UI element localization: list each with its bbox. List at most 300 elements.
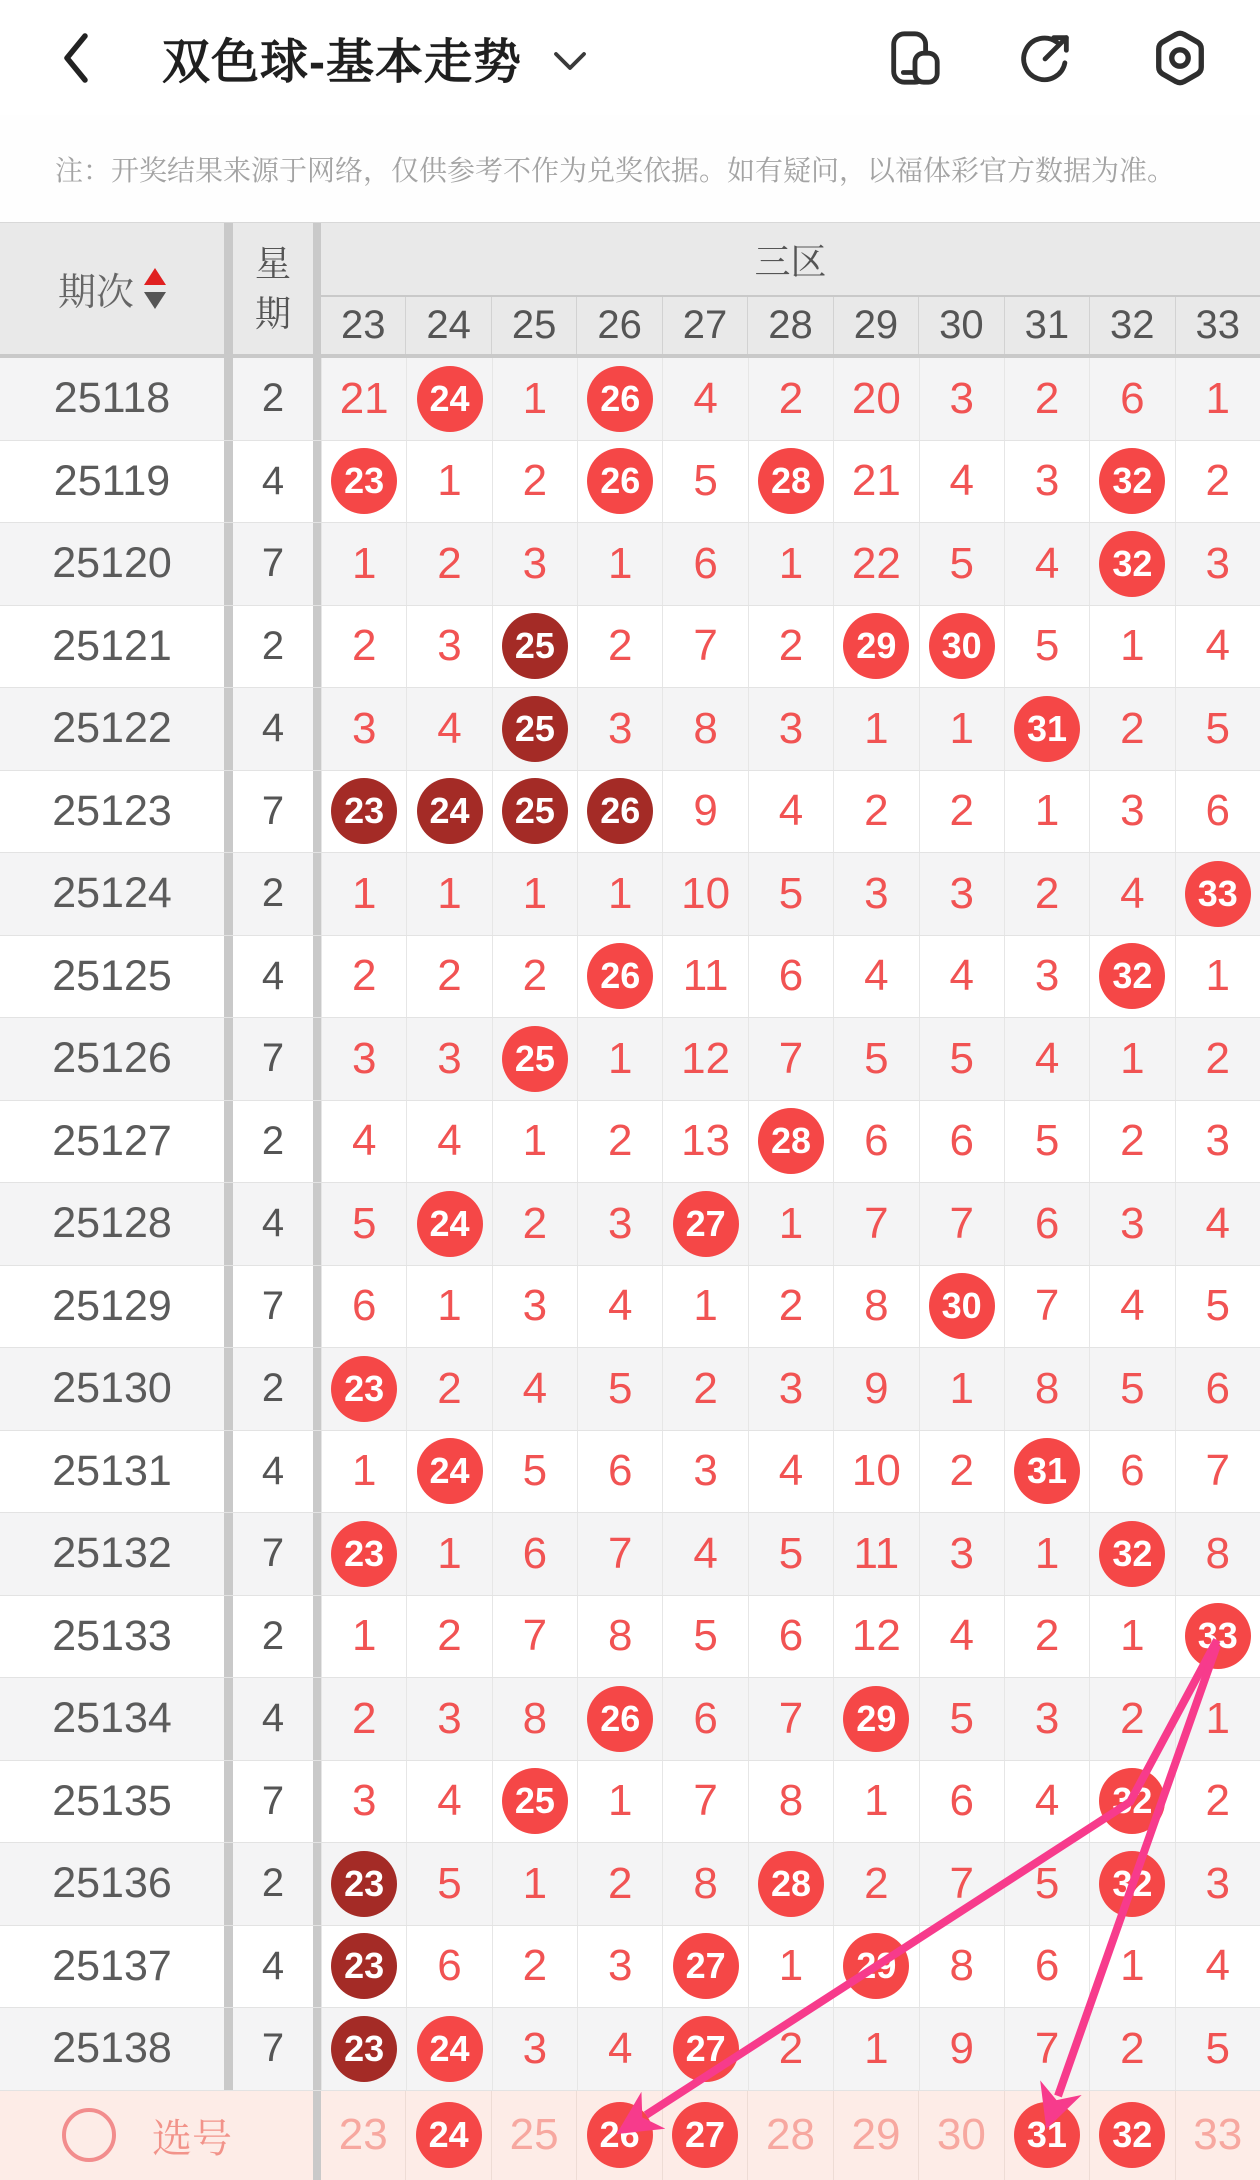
- trend-cell: [577, 936, 662, 1018]
- miss-count: 4: [437, 703, 462, 753]
- miss-count: 5: [1205, 703, 1231, 753]
- trend-cell: [321, 523, 406, 605]
- period-cell: [0, 1018, 224, 1100]
- trend-cell: [833, 1513, 918, 1595]
- table-row: [0, 1761, 1260, 1844]
- miss-count: 9: [864, 1363, 889, 1413]
- chevron-down-icon: [552, 51, 588, 73]
- miss-count: 6: [949, 1776, 974, 1826]
- ball-red: 29: [843, 613, 909, 679]
- navbar: [0, 0, 1260, 115]
- trend-cell: [321, 853, 406, 935]
- trend-cell: [1004, 771, 1089, 853]
- weekday-cell: [233, 523, 313, 605]
- period-number: 25128: [52, 1199, 172, 1248]
- select-number-cell[interactable]: [1004, 2091, 1089, 2180]
- ball-red: 32: [1099, 1768, 1165, 1834]
- period-cell: [0, 1678, 224, 1760]
- period-number: 25119: [53, 456, 171, 505]
- weekday-number: 7: [261, 1778, 285, 1823]
- ball-dark: 25: [502, 613, 568, 679]
- trend-cell: [577, 1018, 662, 1100]
- miss-count: 7: [949, 1198, 974, 1248]
- trend-cell: [833, 1101, 918, 1183]
- trend-cell: [492, 1678, 577, 1760]
- weekday-number: 2: [261, 871, 285, 916]
- weekday-number: 4: [261, 1696, 285, 1741]
- miss-count: 3: [949, 1528, 974, 1578]
- miss-count: 2: [351, 951, 377, 1001]
- trend-cell: [919, 688, 1004, 770]
- table-row: [0, 1431, 1260, 1514]
- trend-cell: [833, 1761, 918, 1843]
- weekday-cell: [233, 1513, 313, 1595]
- trend-cell: [406, 441, 491, 523]
- miss-count: 2: [778, 621, 804, 671]
- trend-cell: [1004, 2008, 1089, 2090]
- miss-count: 3: [608, 1941, 633, 1991]
- miss-count: 6: [778, 1611, 804, 1661]
- table-row: [0, 1513, 1260, 1596]
- trend-cell: [1089, 523, 1174, 605]
- back-button[interactable]: [58, 28, 98, 88]
- miss-count: 1: [437, 868, 462, 918]
- select-number-cell[interactable]: [833, 2091, 918, 2180]
- trend-cell: [406, 1183, 491, 1265]
- divider: [224, 1183, 233, 1265]
- trend-cell: [919, 1926, 1004, 2008]
- column-header: 31: [1004, 297, 1089, 354]
- column-header: 26: [576, 297, 661, 354]
- period-number: 25135: [52, 1776, 172, 1825]
- miss-count: 5: [693, 456, 718, 506]
- trend-cell: [748, 1101, 833, 1183]
- period-number: 25129: [52, 1281, 172, 1330]
- trend-cell: [919, 1348, 1004, 1430]
- select-number-cell[interactable]: [1175, 2091, 1260, 2180]
- miss-count: 2: [437, 538, 462, 588]
- divider: [313, 1431, 321, 1513]
- miss-count: 1: [522, 868, 548, 918]
- miss-count: 5: [1120, 1363, 1145, 1413]
- ball-red: 33: [1185, 861, 1251, 927]
- trend-cell: [748, 1761, 833, 1843]
- trend-cell: [492, 1761, 577, 1843]
- weekday-number: 2: [261, 1861, 285, 1906]
- miss-count: 4: [1034, 538, 1060, 588]
- select-number-cell[interactable]: [662, 2091, 747, 2180]
- ball-red: 27: [672, 2102, 738, 2168]
- divider: [224, 1101, 233, 1183]
- miss-count: 3: [437, 621, 462, 671]
- trend-cell: [662, 1843, 747, 1925]
- period-cell: [0, 1761, 224, 1843]
- period-cell: [0, 771, 224, 853]
- trend-cell: [833, 1431, 918, 1513]
- miss-count: 3: [522, 2023, 548, 2073]
- trend-cell: [406, 771, 491, 853]
- ball-red: 30: [929, 1273, 995, 1339]
- miss-count: 2: [437, 951, 462, 1001]
- miss-count: 1: [437, 1281, 462, 1331]
- trend-cell: [919, 1513, 1004, 1595]
- miss-count: 10: [851, 1446, 901, 1496]
- miss-count: 1: [1205, 951, 1231, 1001]
- miss-count: 1: [864, 703, 889, 753]
- miss-count: 5: [522, 1446, 548, 1496]
- select-circle-checkbox[interactable]: [62, 2108, 116, 2162]
- divider: [313, 606, 321, 688]
- trend-cell: [1175, 1018, 1260, 1100]
- miss-count: 5: [1034, 1858, 1060, 1908]
- miss-count: 2: [608, 621, 633, 671]
- divider: [313, 1018, 321, 1100]
- column-header: 29: [833, 297, 918, 354]
- divider: [224, 1018, 233, 1100]
- trend-cell: [833, 358, 918, 440]
- navbar-actions: [885, 29, 1209, 87]
- trend-cell: [321, 1843, 406, 1925]
- miss-count: 7: [778, 1033, 804, 1083]
- trend-cell: [919, 1678, 1004, 1760]
- miss-count: 6: [351, 1281, 377, 1331]
- trend-cell: [748, 2008, 833, 2090]
- trend-cell: [406, 936, 491, 1018]
- trend-cell: [321, 1926, 406, 2008]
- miss-count: 7: [1034, 1281, 1060, 1331]
- trend-cell: [1175, 358, 1260, 440]
- miss-count: 2: [778, 1281, 804, 1331]
- table-row: [0, 1596, 1260, 1679]
- miss-count: 8: [949, 1941, 974, 1991]
- miss-count: 2: [693, 1363, 718, 1413]
- trend-cell: [1175, 688, 1260, 770]
- trend-cell: [1089, 441, 1174, 523]
- weekday-cell: [233, 1101, 313, 1183]
- trend-cell: [919, 1266, 1004, 1348]
- trend-cell: [1175, 1183, 1260, 1265]
- weekday-cell: [233, 853, 313, 935]
- trend-cell: [1004, 1348, 1089, 1430]
- divider: [313, 1266, 321, 1348]
- trend-cell: [577, 1761, 662, 1843]
- miss-count: 5: [778, 1528, 804, 1578]
- ball-red: 27: [673, 2016, 739, 2082]
- trend-cell: [662, 688, 747, 770]
- trend-cell: [321, 1513, 406, 1595]
- weekday-cell: [233, 1843, 313, 1925]
- trend-cell: [748, 1596, 833, 1678]
- trend-cell: [748, 1348, 833, 1430]
- ball-red: 28: [758, 1108, 824, 1174]
- trend-cell: [492, 936, 577, 1018]
- miss-count: 4: [949, 456, 974, 506]
- weekday-header-char: 期: [254, 292, 291, 334]
- miss-count: 3: [1205, 1858, 1231, 1908]
- ball-red: 24: [417, 2016, 483, 2082]
- trend-cell: [492, 441, 577, 523]
- trend-cell: [1175, 1843, 1260, 1925]
- trend-cell: [1004, 1183, 1089, 1265]
- trend-cell: [492, 1101, 577, 1183]
- divider: [224, 523, 233, 605]
- trend-cell: [1004, 441, 1089, 523]
- trend-cell: [919, 523, 1004, 605]
- trend-cell: [1175, 771, 1260, 853]
- trend-cell: [577, 358, 662, 440]
- miss-count: 3: [949, 373, 974, 423]
- trend-cell: [919, 358, 1004, 440]
- miss-count: 4: [608, 1281, 633, 1331]
- trend-cell: [919, 2008, 1004, 2090]
- divider: [224, 441, 233, 523]
- miss-count: 6: [1034, 1198, 1060, 1248]
- miss-count: 3: [1120, 1198, 1145, 1248]
- trend-cell: [662, 936, 747, 1018]
- ball-red: 31: [1014, 2102, 1080, 2168]
- select-number-cell[interactable]: [576, 2091, 661, 2180]
- trend-cell: [321, 1183, 406, 1265]
- weekday-cell: [233, 688, 313, 770]
- trend-cell: [919, 1761, 1004, 1843]
- trend-cell: [492, 1431, 577, 1513]
- ball-dark: 25: [502, 778, 568, 844]
- chevron-left-icon: [58, 28, 94, 88]
- table-row: [0, 1018, 1260, 1101]
- period-cell: [0, 606, 224, 688]
- column-header: 24: [405, 297, 490, 354]
- divider: [224, 1678, 233, 1760]
- table-row: [0, 2008, 1260, 2091]
- table-row: [0, 1678, 1260, 1761]
- trend-cell: [1089, 1348, 1174, 1430]
- miss-count: 4: [778, 1446, 804, 1496]
- trend-cell: [748, 688, 833, 770]
- period-sort-header[interactable]: [0, 223, 224, 354]
- miss-count: 6: [1034, 1941, 1060, 1991]
- miss-count: 6: [1120, 1446, 1145, 1496]
- period-cell: [0, 688, 224, 770]
- title-dropdown[interactable]: [162, 23, 588, 92]
- floating-window-button[interactable]: [885, 29, 943, 87]
- trend-cell: [1175, 1678, 1260, 1760]
- miss-count: 10: [681, 868, 731, 918]
- trend-cell: [321, 1266, 406, 1348]
- miss-count: 4: [437, 1776, 462, 1826]
- miss-count: 1: [1120, 1033, 1145, 1083]
- column-header: 30: [918, 297, 1003, 354]
- trend-cell: [577, 523, 662, 605]
- period-number: 25122: [52, 704, 172, 753]
- trend-cell: [492, 1596, 577, 1678]
- divider: [313, 2091, 321, 2180]
- period-cell: [0, 2008, 224, 2090]
- divider: [313, 853, 321, 935]
- select-number-cell[interactable]: [747, 2091, 832, 2180]
- miss-count: 8: [608, 1611, 633, 1661]
- weekday-number: 2: [261, 1366, 285, 1411]
- trend-cell: [1004, 1761, 1089, 1843]
- divider: [313, 1513, 321, 1595]
- trend-cell: [577, 853, 662, 935]
- table-header: [0, 222, 1260, 358]
- ball-red: 24: [417, 1438, 483, 1504]
- trend-cell: [833, 523, 918, 605]
- weekday-number: 4: [261, 1201, 285, 1246]
- trend-cell: [406, 688, 491, 770]
- trend-cell: [406, 1266, 491, 1348]
- trend-cell: [406, 523, 491, 605]
- divider: [224, 688, 233, 770]
- miss-count: 7: [778, 1693, 804, 1743]
- divider: [224, 1348, 233, 1430]
- weekday-cell: [233, 1431, 313, 1513]
- miss-count: 4: [1205, 1198, 1231, 1248]
- trend-cell: [748, 936, 833, 1018]
- column-header: 28: [747, 297, 832, 354]
- trend-cell: [662, 1348, 747, 1430]
- ball-red: 27: [673, 1191, 739, 1257]
- settings-button[interactable]: [1151, 29, 1209, 87]
- miss-count: 8: [864, 1281, 889, 1331]
- miss-count: 1: [778, 538, 804, 588]
- miss-count: 6: [1120, 373, 1145, 423]
- miss-count: 12: [681, 1033, 731, 1083]
- miss-count: 3: [1034, 456, 1060, 506]
- divider: [313, 936, 321, 1018]
- ball-dark: 23: [331, 1851, 397, 1917]
- trend-cell: [662, 1431, 747, 1513]
- trend-cell: [406, 1926, 491, 2008]
- miss-count: 1: [778, 1941, 804, 1991]
- trend-cell: [492, 1266, 577, 1348]
- miss-count: 3: [522, 1281, 548, 1331]
- trend-cell: [748, 606, 833, 688]
- ball-red: 28: [758, 1851, 824, 1917]
- miss-count: 5: [351, 1198, 377, 1248]
- select-number-cell[interactable]: [321, 2091, 405, 2180]
- ball-red: 24: [417, 366, 483, 432]
- miss-count: 4: [949, 1611, 974, 1661]
- miss-count: 2: [1205, 456, 1231, 506]
- miss-count: 5: [608, 1363, 633, 1413]
- trend-cell: [1004, 1513, 1089, 1595]
- miss-count: 7: [693, 1776, 718, 1826]
- miss-count: 6: [522, 1528, 548, 1578]
- miss-count: 2: [1034, 1611, 1060, 1661]
- divider: [313, 1678, 321, 1760]
- period-cell: [0, 1926, 224, 2008]
- ball-red: 32: [1099, 448, 1165, 514]
- miss-count: 6: [1205, 786, 1231, 836]
- select-cells: [321, 2091, 1260, 2180]
- miss-count: 7: [1205, 1446, 1231, 1496]
- miss-count: 8: [1034, 1363, 1060, 1413]
- weekday-cell: [233, 1926, 313, 2008]
- miss-count: 1: [608, 1033, 633, 1083]
- trend-cell: [406, 1596, 491, 1678]
- weekday-number: 4: [261, 1943, 285, 1988]
- divider: [224, 1513, 233, 1595]
- divider: [313, 2008, 321, 2090]
- weekday-number: 4: [261, 953, 285, 998]
- trend-cell: [1175, 441, 1260, 523]
- miss-count: 11: [682, 951, 729, 1001]
- period-number: 25134: [52, 1694, 172, 1743]
- miss-count: 3: [351, 1776, 377, 1826]
- trend-cell: [321, 1431, 406, 1513]
- select-number-cell[interactable]: [405, 2091, 490, 2180]
- miss-count: 3: [437, 1033, 462, 1083]
- trend-cell: [833, 2008, 918, 2090]
- miss-count: 8: [693, 1858, 718, 1908]
- trend-cell: [321, 1018, 406, 1100]
- trend-cell: [577, 1926, 662, 2008]
- trend-cell: [833, 441, 918, 523]
- trend-cell: [406, 1761, 491, 1843]
- trend-cell: [919, 1596, 1004, 1678]
- trend-cell: [662, 2008, 747, 2090]
- trend-cell: [748, 771, 833, 853]
- trend-cell: [1175, 606, 1260, 688]
- divider: [224, 606, 233, 688]
- select-number-cell[interactable]: [1089, 2091, 1174, 2180]
- trend-cell: [1089, 936, 1174, 1018]
- weekday-number: 4: [261, 458, 285, 503]
- period-number: 25126: [52, 1034, 172, 1083]
- miss-count: 8: [1205, 1528, 1231, 1578]
- trend-cell: [662, 771, 747, 853]
- trend-cell: [577, 1431, 662, 1513]
- trend-cell: [577, 1596, 662, 1678]
- trend-cell: [833, 688, 918, 770]
- miss-count: 1: [608, 538, 633, 588]
- miss-count: 2: [608, 1858, 633, 1908]
- trend-cell: [833, 771, 918, 853]
- trend-cell: [321, 2008, 406, 2090]
- trend-cell: [492, 771, 577, 853]
- miss-count: 2: [522, 951, 548, 1001]
- miss-count: 5: [437, 1858, 462, 1908]
- ball-red: 32: [1099, 1521, 1165, 1587]
- trend-cell: [321, 1678, 406, 1760]
- miss-count: 2: [351, 621, 377, 671]
- table-row: [0, 853, 1260, 936]
- table-row: [0, 1101, 1260, 1184]
- weekday-number: 2: [261, 1118, 285, 1163]
- miss-count: 3: [608, 1198, 633, 1248]
- divider: [224, 358, 233, 440]
- share-button[interactable]: [1018, 29, 1076, 87]
- period-cell: [0, 853, 224, 935]
- trend-cell: [577, 1266, 662, 1348]
- trend-cell: [1175, 853, 1260, 935]
- miss-count: 6: [949, 1116, 974, 1166]
- miss-count: 7: [1034, 2023, 1060, 2073]
- period-number: 25124: [52, 869, 172, 918]
- trend-cell: [833, 1843, 918, 1925]
- miss-count: 1: [693, 1281, 718, 1331]
- trend-cell: [492, 358, 577, 440]
- select-number-cell[interactable]: [491, 2091, 576, 2180]
- trend-cell: [406, 853, 491, 935]
- ball-dark: 26: [587, 778, 653, 844]
- select-number-cell[interactable]: [918, 2091, 1003, 2180]
- period-number: 25118: [53, 374, 171, 423]
- miss-count: 3: [608, 703, 633, 753]
- miss-count: 4: [1120, 1281, 1145, 1331]
- trend-cell: [748, 523, 833, 605]
